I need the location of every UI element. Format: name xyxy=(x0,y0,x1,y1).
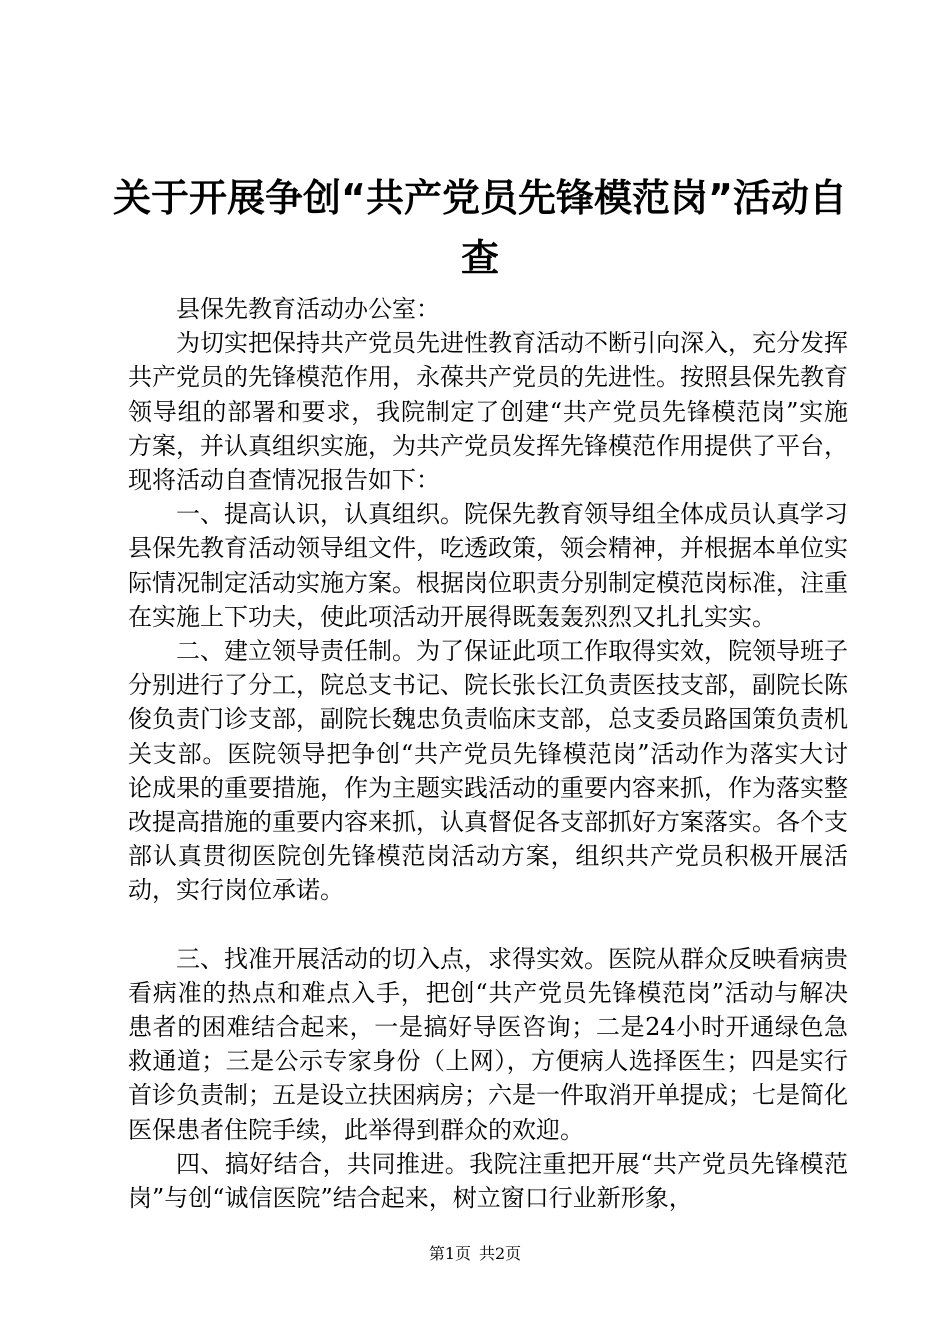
page-number-total: 共2页 xyxy=(479,1244,522,1263)
paragraph-section-4: 四、搞好结合，共同推进。我院注重把开展“共产党员先锋模范岗”与创“诚信医院”结合起来，树立窗口行业新形象， xyxy=(128,1149,848,1213)
page-number-current: 第1页 xyxy=(428,1244,471,1263)
page-footer xyxy=(0,1242,950,1266)
paragraph-section-2: 二、建立领导责任制。为了保证此项工作取得实效，院领导班子分别进行了分工，院总支书记、院长张长江负责医技支部，副院长陈俊负责门诊支部，副院长魏忠负责临床支部，总支委员路国策负责机关支部。医院领导把争创“共产党员先锋模范岗”活动作为落实大讨论成果的重要措施，作为主题实践活动的重要内容来抓，作为落实整改提高措施的重要内容来抓，认真督促各支部抓好方案落实。各个支部认真贯彻医院创先锋模范岗活动方案，组织共产党员积极开展活动，实行岗位承诺。 xyxy=(128,637,848,905)
salutation: 县保先教育活动办公室： xyxy=(176,295,440,323)
document-title: 关于开展争创“共产党员先锋模范岗”活动自查 xyxy=(113,176,847,280)
paragraph-section-3: 三、找准开展活动的切入点，求得实效。医院从群众反映看病贵看病准的热点和难点入手，把创“共产党员先锋模范岗”活动与解决患者的困难结合起来，一是搞好导医咨询；二是24小时开通绿色急救通道；三是公示专家身份（上网），方便病人选择医生；四是实行首诊负责制；五是设立扶困病房；六是一件取消开单提成；七是简化医保患者住院手续，此举得到群众的欢迎。 xyxy=(128,944,848,1144)
document-body xyxy=(128,292,848,1215)
paragraph-section-1: 一、提高认识，认真组织。院保先教育领导组全体成员认真学习县保先教育活动领导组文件，吃透政策，领会精神，并根据本单位实际情况制定活动实施方案。根据岗位职责分别制定模范岗标准，注重在实施上下功夫，使此项活动开展得既轰轰烈烈又扎扎实实。 xyxy=(128,500,848,631)
paragraph-intro: 为切实把保持共产党员先进性教育活动不断引向深入，充分发挥共产党员的先锋模范作用，永葆共产党员的先进性。按照县保先教育领导组的部署和要求，我院制定了创建“共产党员先锋模范岗”实施方案，并认真组织实施，为共产党员发挥先锋模范作用提供了平台，现将活动自查情况报告如下： xyxy=(128,329,848,495)
